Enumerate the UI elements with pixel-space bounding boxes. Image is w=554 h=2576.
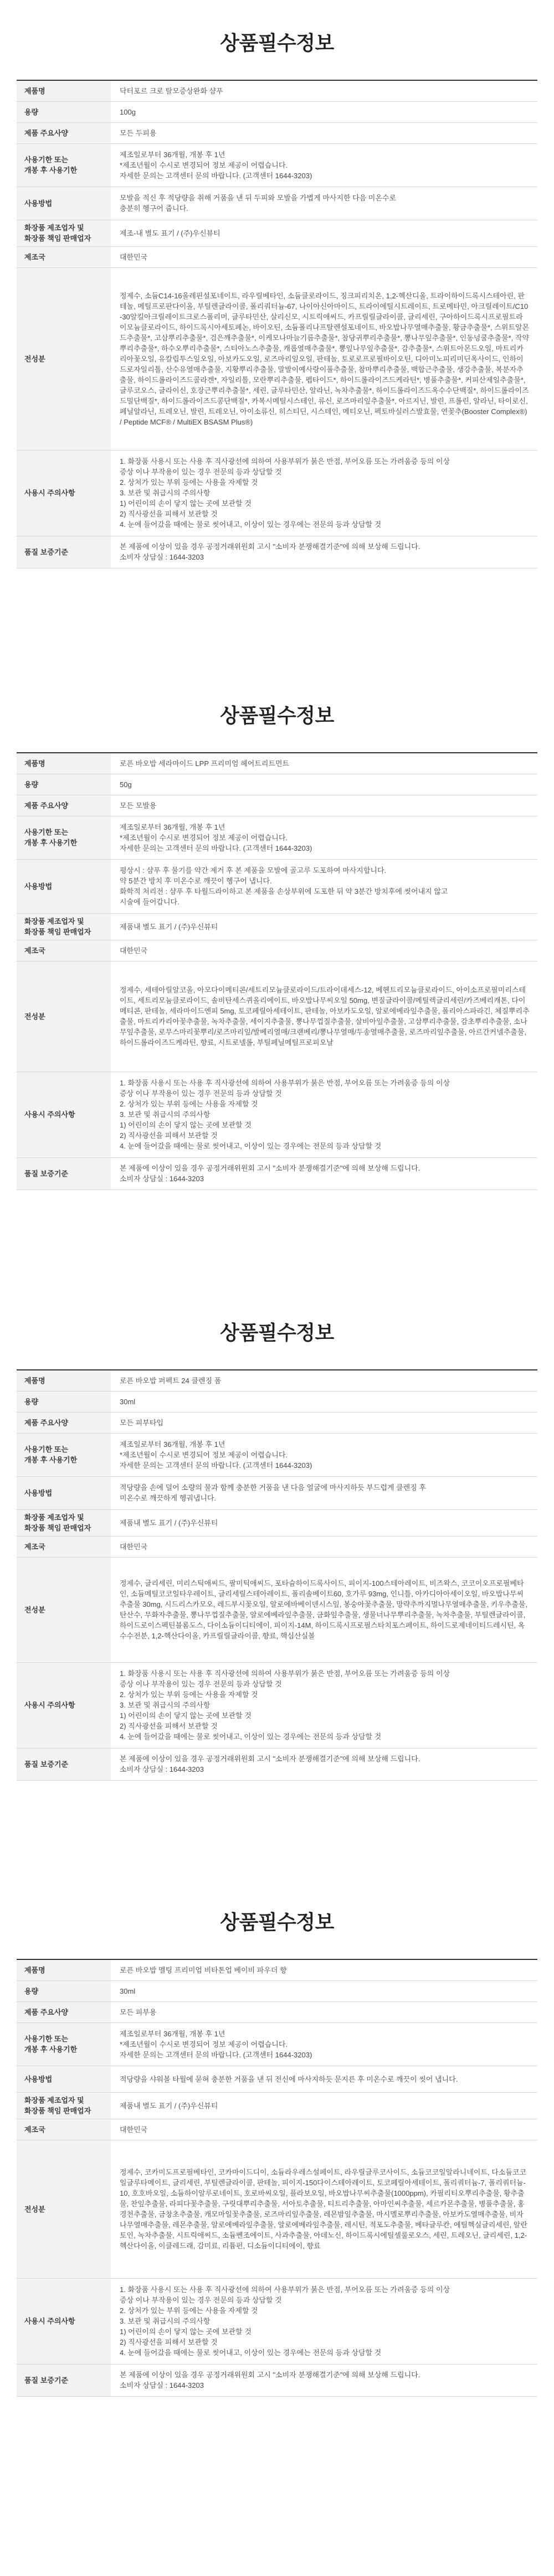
product-info-section-1 [17, 0, 537, 568]
row-label: 제품명 [17, 1959, 111, 1980]
row-value: 30ml [111, 1980, 537, 2001]
section-title: 상품필수정보 [220, 1321, 334, 1344]
row-label: 제품명 [17, 1370, 111, 1391]
product-info-table [17, 1369, 537, 1781]
row-value: 모든 두피용 [111, 122, 537, 143]
row-label: 용량 [17, 774, 111, 795]
row-label: 품질 보증기준 [17, 1157, 111, 1189]
row-value: 1. 화장품 사용시 또는 사용 후 직사광선에 의하여 사용부위가 붉은 반점, 부어오름 또는 가려움증 등의 이상 증상 이나 부작용이 있는 경우 전문의 등과 상담할 것 2. 상처가 있는 부위 등에는 사용을 자제할 것 3. 보관 및 취급시의 주의사항 1) 어린이의 손이 닿지 않는 곳에 보관할 것 2) 직사광선을 피해서 보관할 것 4. 눈에 들어갔을 때에는 물로 씻어내고, 이상이 있는 경우에는 전문의 등과 상담할 것 [111, 1662, 537, 1748]
table-row [17, 913, 537, 940]
table-row [17, 2119, 537, 2140]
row-value: 대한민국 [111, 2119, 537, 2140]
row-label: 사용시 주의사항 [17, 1662, 111, 1748]
row-value: 본 제품에 이상이 있을 경우 공정거래위원회 고시 "소비자 분쟁해결기준"에 의해 보상해 드립니다. 소비자 상담실 : 1644-3203 [111, 1157, 537, 1189]
row-label: 전성분 [17, 961, 111, 1072]
row-value: 대한민국 [111, 246, 537, 267]
row-value: 모든 피부타입 [111, 1412, 537, 1433]
table-row [17, 1391, 537, 1412]
row-label: 사용기한 또는 개봉 후 사용기한 [17, 2022, 111, 2066]
row-label: 전성분 [17, 1557, 111, 1662]
table-row [17, 2022, 537, 2066]
row-value: 제조-내 별도 표기 / (주)우신뷰티 [111, 220, 537, 246]
table-row [17, 961, 537, 1072]
row-value: 정제수, 글리세린, 미리스틱애씨드, 팔미틱애씨드, 포타슘하이드록사이드, 피이지-100스테아레이트, 비즈왁스, 코코이오프로필베타인, 소듐메틸코코일타우레이트, 글리세릴스테아레이트, 폴리솔베이트60, 호가루 93mg, 인니틀, 아카디아아세이오일, 바오밥나무씨추출물 30mg, 시드리스카모오, 레드부시꽃오일, 알로에바베이덴시스잎, 봉숭아꽃추출물, 망략추까지멀나무열매추출물, 키우추출물, 탄산수, 무화자추출물, 뽕나무껍질추출물, 알로에베라잎추출물, 금화잎추출물, 생물너나무뿌리추출물, 녹차추출물, 부틸렌글라이콜, 하이드로이스펙틴블롬도스, 다이소듐이디티에이, 피이지-14M, 하이드록시프로필스타치포스페이트, 하이드로제네이티드레시틴, 옥수수전분, 1,2-헥산다이올, 카프릴릴글라이콜, 향료, 핵심산실볼 [111, 1557, 537, 1662]
table-row [17, 753, 537, 774]
row-value: 정제수, 세테아릴알코올, 아모다이메티콘/세트리모늄클로라이드/트라이데세스-12, 베헨트리모늄클로라이드, 아이소프로필미리스테이트, 세트리모늄클로라이드, 솔비탄세스퀴올리에이트, 바오밥나무씨오일 50mg, 변질글라이콜/메틸렉글리세린/카즈베리캐톤, 다이메티콘, 판테놀, 세라마이드엔피 5mg, 토코페릴아세테이트, 판테놀, 아보카도오일, 알로에베라잎추출물, 폴리아스파라긴, 체질뿌리추출물, 마트리카리아꽃추출물, 녹차추출물, 세이지추출물, 뽕나무껍질추출물, 살비아잎추출물, 고삼뿌리추출물, 감초뿌리추출물, 소나무잎추출물, 로무스마리꽃뿌리/로즈마리잎/발베리열매/크랜베리/뽕나무열매/두송열매추출물, 로즈마리잎추출물, 아르간커넬추출물, 하이드롤라이즈드케라틴, 향료, 시트로넬롤, 부틸페닐메틸프로피오날 [111, 961, 537, 1072]
table-row [17, 1157, 537, 1189]
table-row [17, 2140, 537, 2278]
row-value: 1. 화장품 사용시 또는 사용 후 직사광선에 의하여 사용부위가 붉은 반점, 부어오름 또는 가려움증 등의 이상 증상 이나 부작용이 있는 경우 전문의 등과 상담할 것 2. 상처가 있는 부위 등에는 사용을 자제할 것 3. 보관 및 취급시의 주의사항 1) 어린이의 손이 닿지 않는 곳에 보관할 것 2) 직사광선을 피해서 보관할 것 4. 눈에 들어갔을 때에는 물로 씻어내고, 이상이 있는 경우에는 전문의 등과 상담할 것 [111, 450, 537, 536]
row-label: 제조국 [17, 940, 111, 961]
table-row [17, 940, 537, 961]
row-label: 제조국 [17, 1536, 111, 1557]
row-label: 사용방법 [17, 187, 111, 220]
table-row [17, 2001, 537, 2022]
product-info-section-3 [17, 1290, 537, 1781]
row-label: 제품명 [17, 753, 111, 774]
row-value: 로픈 바오밥 퍼펙트 24 클렌징 폼 [111, 1370, 537, 1391]
table-row [17, 1509, 537, 1536]
row-label: 사용방법 [17, 859, 111, 913]
row-label: 용량 [17, 101, 111, 122]
row-value: 정제수, 코카미도프로필베타인, 코카마이드디이, 소듐라우레스설페이트, 라우릴글루코사이드, 소듐코코일알라니네이트, 다소듐코코일글루타메이트, 글리세린, 부틸렌글라이콜, 판테놀, 피이지-150다이스테아레이트, 토코페릴아세테이트, 폴리쿼터늄-7, 폴리쿼터늄-10, 호호바오일, 소듐하이알루로네이트, 호로바씨오일, 플라보오일, 바오밥나무씨추출물(1000ppm), 카필리티오뿌리추출물, 황추출물, 찬잎추출물, 라피다꽃추출물, 구릿대뿌리추출물, 서아토추출물, 티트리추출물, 아마인씨추출물, 세르카몬추출물, 병풀추출물, 홍경천추출물, 금창초추출물, 캐모마일꽃추출물, 로즈마리잎추출물, 레몬밤잎추출물, 마시멜로뿌리추출물, 아보카도열매추출물, 비자나무열매추출물, 레몬추출물, 알로에베라잎추출물, 알로에베라잎추출물, 레시틴, 적포도추출물, 베타글루칸, 에틸헥실글리세린, 알란토인, 녹차추출물, 시트릭애씨드, 소듐벤조에이트, 사과추출물, 아데노신, 하이드록시에틸셀룰로오스, 세린, 트레오닌, 글리세린, 1,2-헥산다이올, 이클레드래, 감미료, 리튬펀, 디소듐이디티에이, 향료 [111, 2140, 537, 2278]
table-row [17, 101, 537, 122]
table-row [17, 1433, 537, 1476]
row-value: 제조일로부터 36개월, 개봉 후 1년 *제조년월이 수시로 변경되어 정보 제공이 어렵습니다. 자세한 문의는 고객센터 문의 바랍니다. (고객센터 1644-3203) [111, 1433, 537, 1476]
table-row [17, 1476, 537, 1509]
row-label: 화장품 제조업자 및 화장품 책임 판매업자 [17, 913, 111, 940]
row-label: 용량 [17, 1980, 111, 2001]
product-info-section-2 [17, 673, 537, 1190]
table-row [17, 2364, 537, 2396]
row-label: 품질 보증기준 [17, 2364, 111, 2396]
row-label: 제품 주요사양 [17, 795, 111, 816]
section-title: 상품필수정보 [220, 1911, 334, 1933]
row-value: 모발을 적신 후 적당량을 취해 거품을 낸 뒤 두피와 모발을 가볍게 마사지한 다음 미온수로 충분히 헹구어 줍니다. [111, 187, 537, 220]
row-label: 제품 주요사양 [17, 1412, 111, 1433]
table-row [17, 2278, 537, 2364]
row-value: 제조일로부터 36개월, 개봉 후 1년 *제조년월이 수시로 변경되어 정보 제공이 어렵습니다. 자세한 문의는 고객센터 문의 바랍니다. (고객센터 1644-3203) [111, 2022, 537, 2066]
table-row [17, 1370, 537, 1391]
table-row [17, 80, 537, 101]
row-value: 제품내 별도 표기 / (주)우신뷰티 [111, 913, 537, 940]
row-label: 용량 [17, 1391, 111, 1412]
row-value: 평상시 : 샴푸 후 물기를 약간 제거 후 본 제품을 모발에 골고루 도포하여 마사지합니다. 약 5분간 방치 후 미온수로 깨끗이 헹구어 냅니다. 화학적 처리전 : 샴푸 후 타월드라이하고 본 제품을 손상부위에 도포한 뒤 약 3분간 방치후에 씻어내지 않고 시술에 들어갑니다. [111, 859, 537, 913]
row-value: 본 제품에 이상이 있을 경우 공정거래위원회 고시 "소비자 분쟁해결기준"에 의해 보상해 드립니다. 소비자 상담실 : 1644-3203 [111, 1748, 537, 1780]
table-row [17, 1412, 537, 1433]
table-row [17, 220, 537, 246]
product-info-section-4 [17, 1879, 537, 2397]
row-value: 대한민국 [111, 940, 537, 961]
table-row [17, 1662, 537, 1748]
row-label: 사용방법 [17, 1476, 111, 1509]
row-label: 사용방법 [17, 2066, 111, 2092]
row-value: 제조일로부터 36개월, 개봉 후 1년 *제조년월이 수시로 변경되어 정보 제공이 어렵습니다. 자세한 문의는 고객센터 문의 바랍니다. (고객센터 1644-3203) [111, 143, 537, 187]
row-label: 화장품 제조업자 및 화장품 책임 판매업자 [17, 220, 111, 246]
row-value: 닥터포르 크로 탈모증상완화 샴푸 [111, 80, 537, 101]
product-info-table [17, 1959, 537, 2397]
table-row [17, 187, 537, 220]
row-label: 사용기한 또는 개봉 후 사용기한 [17, 1433, 111, 1476]
table-row [17, 774, 537, 795]
row-label: 화장품 제조업자 및 화장품 책임 판매업자 [17, 1509, 111, 1536]
table-row [17, 1557, 537, 1662]
table-row [17, 246, 537, 267]
table-row [17, 143, 537, 187]
table-row [17, 1072, 537, 1157]
row-value: 적당량을 손에 덜어 소량의 물과 함께 충분한 거품을 낸 다음 얼굴에 마사지하듯 부드럽게 클렌징 후 미온수로 깨끗하게 헹궈냅니다. [111, 1476, 537, 1509]
row-label: 품질 보증기준 [17, 1748, 111, 1780]
row-label: 전성분 [17, 2140, 111, 2278]
row-label: 제조국 [17, 2119, 111, 2140]
table-row [17, 816, 537, 859]
product-info-table [17, 752, 537, 1190]
row-label: 제품명 [17, 80, 111, 101]
row-value: 1. 화장품 사용시 또는 사용 후 직사광선에 의하여 사용부위가 붉은 반점, 부어오름 또는 가려움증 등의 이상 증상 이나 부작용이 있는 경우 전문의 등과 상담할 것 2. 상처가 있는 부위 등에는 사용을 자제할 것 3. 보관 및 취급시의 주의사항 1) 어린이의 손이 닿지 않는 곳에 보관할 것 2) 직사광선을 피해서 보관할 것 4. 눈에 들어갔을 때에는 물로 씻어내고, 이상이 있는 경우에는 전문의 등과 상담할 것 [111, 2278, 537, 2364]
table-row [17, 1959, 537, 1980]
table-row [17, 536, 537, 568]
row-label: 사용시 주의사항 [17, 1072, 111, 1157]
table-row [17, 450, 537, 536]
row-label: 사용시 주의사항 [17, 450, 111, 536]
table-row [17, 859, 537, 913]
row-value: 정제수, 소듐C14-16올레핀설포네이트, 라우릴베타인, 소듐클로라이드, 징크피리치온, 1,2-헥산디올, 트라이하이드록시스테아린, 판테놀, 메틸프로판다이올, 부틸렌글라이콜, 폴리쿼터늄-67, 나이아신아마이드, 트라이에틸시트레이트, 트로메타민, 아크릴레이트/C10-30알킬아크릴레이트크로스폴리머, 글루타민산, 살리신모, 시트릭애씨드, 카프릴릴글라이콜, 글리세린, 구아하이드록시프로필트라이모늄클로라이드, 하이드록시아세토페논, 바이오틴, 소듐폴리나프탈렌설포네이트, 바오밥나무열매추출물, 황금추출물*, 스위트알몬드추출물*, 고삼뿌리추출물*, 검은깨추출물*, 이케모나마늘기름추출물*, 참당귀뿌리추출물*, 뽕나무잎추출물*, 인동넝쿨추출물*, 작약뿌리추출물*, 하수오뿌리추출물*, 스티아노스추출물, 캐롭열매추출물*, 뽕잎나무잎추출물*, 감추출물*, 스위트아몬드오일, 마트리카리아꽃오일, 유칼립투스잎오일, 아보카도오일, 로즈마리잎오일, 판테놀, 토로로프로필바이오틴, 디아미노피리미딘옥사이드, 인하이드로자일리톨, 산수유열매추출물, 지황뿌리추출물, 말발이예사랑이풀추출물, 참마뿌리추출물, 백합근추출물, 생강추출물, 복분자추출물, 하이드롤라이즈드콜라겐*, 자일리톨, 모란뿌리추출물, 펩타이드*, 하이드롤라이즈드케라틴*, 병풀추출물*, 커피산제일추출물*, 글루코오스, 글라이신, 호장근뿌리추출물*, 세린, 글루타민산, 알라닌, 녹차추출물*, 하이드롤라이즈드옥수수단백질*, 하이드롤라이즈드밀단백질*, 하이드롤라이즈드콩단백질*, 카복시메틸시스테인, 류신, 로즈마리잎추출물*, 아르지닌, 발린, 프롤린, 알라닌, 타이로신, 페닐알라닌, 트레오닌, 발린, 트레오닌, 아이소류신, 히스티딘, 시스테인, 메티오닌, 펙토바실러스발효물, 연꽃추(Booster Complex®) / Peptide MCF® / MultiEX BSASM Plus®) [111, 267, 537, 450]
row-label: 제품 주요사양 [17, 2001, 111, 2022]
table-row [17, 795, 537, 816]
table-row [17, 122, 537, 143]
table-row [17, 1748, 537, 1780]
row-value: 제조일로부터 36개월, 개봉 후 1년 *제조년월이 수시로 변경되어 정보 제공이 어렵습니다. 자세한 문의는 고객센터 문의 바랍니다. (고객센터 1644-3203) [111, 816, 537, 859]
row-value: 100g [111, 101, 537, 122]
row-label: 화장품 제조업자 및 화장품 책임 판매업자 [17, 2092, 111, 2119]
row-value: 50g [111, 774, 537, 795]
row-value: 30ml [111, 1391, 537, 1412]
row-value: 제품내 별도 표기 / (주)우신뷰티 [111, 1509, 537, 1536]
row-label: 제조국 [17, 246, 111, 267]
table-row [17, 267, 537, 450]
row-value: 본 제품에 이상이 있을 경우 공정거래위원회 고시 "소비자 분쟁해결기준"에 의해 보상해 드립니다. 소비자 상담실 : 1644-3203 [111, 2364, 537, 2396]
row-label: 제품 주요사양 [17, 122, 111, 143]
row-label: 사용기한 또는 개봉 후 사용기한 [17, 816, 111, 859]
row-value: 모든 모발용 [111, 795, 537, 816]
row-label: 품질 보증기준 [17, 536, 111, 568]
row-value: 본 제품에 이상이 있을 경우 공정거래위원회 고시 "소비자 분쟁해결기준"에 의해 보상해 드립니다. 소비자 상담실 : 1644-3203 [111, 536, 537, 568]
row-value: 대한민국 [111, 1536, 537, 1557]
row-value: 로픈 바오밥 세라마이드 LPP 프리미엄 헤어트리트먼트 [111, 753, 537, 774]
section-title: 상품필수정보 [220, 704, 334, 727]
row-label: 전성분 [17, 267, 111, 450]
table-row [17, 2066, 537, 2092]
table-row [17, 2092, 537, 2119]
table-row [17, 1980, 537, 2001]
product-info-table [17, 80, 537, 568]
row-value: 모든 피부용 [111, 2001, 537, 2022]
table-row [17, 1536, 537, 1557]
row-value: 로픈 바오밥 멜팅 프리미엄 비타톤업 베이비 파우더 향 [111, 1959, 537, 1980]
row-value: 제품내 별도 표기 / (주)우신뷰티 [111, 2092, 537, 2119]
row-value: 적당량을 샤워볼 타월에 묻혀 충분한 거품을 낸 뒤 전신에 마사지하듯 문지른 후 미온수로 깨끗이 씻어 냅니다. [111, 2066, 537, 2092]
row-label: 사용기한 또는 개봉 후 사용기한 [17, 143, 111, 187]
row-value: 1. 화장품 사용시 또는 사용 후 직사광선에 의하여 사용부위가 붉은 반점, 부어오름 또는 가려움증 등의 이상 증상 이나 부작용이 있는 경우 전문의 등과 상담할 것 2. 상처가 있는 부위 등에는 사용을 자제할 것 3. 보관 및 취급시의 주의사항 1) 어린이의 손이 닿지 않는 곳에 보관할 것 2) 직사광선을 피해서 보관할 것 4. 눈에 들어갔을 때에는 물로 씻어내고, 이상이 있는 경우에는 전문의 등과 상담할 것 [111, 1072, 537, 1157]
row-label: 사용시 주의사항 [17, 2278, 111, 2364]
section-title: 상품필수정보 [220, 32, 334, 54]
